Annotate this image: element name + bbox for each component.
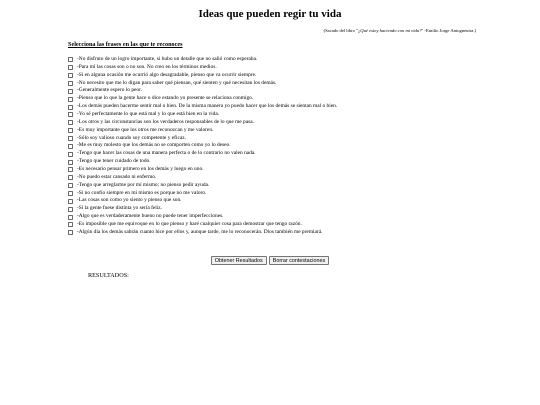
phrase-item — [68, 229, 337, 237]
phrase-text: -No puedo estar cansado ni enfermo. — [77, 173, 157, 180]
phrase-text: -No necesito que me lo digan para saber qué piensan, qué sienten y qué necesitan los demás. — [77, 79, 277, 86]
phrase-item — [68, 87, 337, 95]
phrase-text: -Los demás pueden hacerme sentir mal o bien. De la misma manera yo puedo hacer que los demás se sientan mal o bien. — [77, 103, 338, 110]
page-title: Ideas que pueden regir tu vida — [198, 8, 342, 20]
get-results-button[interactable]: Obtener Resultados — [211, 256, 267, 265]
phrase-item — [68, 135, 337, 143]
phrase-checkbox[interactable] — [68, 199, 73, 204]
phrase-text: -Generalmente espero lo peor. — [77, 87, 142, 94]
phrase-item — [68, 158, 337, 166]
source-book-title: ¿Qué estoy haciendo con mi vida? — [357, 28, 422, 33]
phrase-checkbox[interactable] — [68, 112, 73, 117]
phrase-text: -Es imposible que me equivoque en lo que pienso y haré cualquier cosa para demostrar que tengo razón. — [77, 221, 302, 228]
action-buttons — [0, 256, 540, 265]
phrase-text: -Si la gente fuese distinta yo sería feliz. — [77, 205, 163, 212]
phrase-checkbox[interactable] — [68, 160, 73, 165]
phrase-text: -Algún día los demás sabrán cuanto hice por ellos y, aunque tarde, me lo reconocerán. Dios también me premiará. — [77, 228, 323, 235]
phrase-item — [68, 72, 337, 80]
phrase-text: -Si en alguna ocasión me ocurrió algo desagradable, pienso que va ocurrir siempre. — [77, 71, 257, 78]
phrase-text: -Tengo que tener cuidado de todo. — [77, 158, 151, 165]
phrase-checkbox[interactable] — [68, 128, 73, 133]
results-label: RESULTADOS: — [88, 272, 129, 279]
phrase-item — [68, 103, 337, 111]
phrase-checkbox[interactable] — [68, 120, 73, 125]
phrase-item — [68, 174, 337, 182]
phrase-text: -Tengo que hacer las cosas de una manera perfecta o de lo contrario no valen nada. — [77, 150, 256, 157]
phrase-checkbox[interactable] — [68, 97, 73, 102]
phrase-item — [68, 150, 337, 158]
phrase-list — [68, 56, 337, 237]
phrase-text: -Me es muy molesto que los demás no se comporten como yo lo deseo. — [77, 142, 231, 149]
phrase-item — [68, 182, 337, 190]
instruction-heading: Selecciona las frases en las que te reconoces — [68, 41, 183, 48]
phrase-item — [68, 95, 337, 103]
phrase-text: -Las cosas son como yo siento y pienso que son. — [77, 197, 182, 204]
source-prefix: (Sacado del libro " — [323, 28, 358, 33]
phrase-checkbox[interactable] — [68, 183, 73, 188]
phrase-text: -Algo que es verdaderamente bueno no puede tener imperfecciones. — [77, 213, 224, 220]
phrase-item — [68, 213, 337, 221]
phrase-item — [68, 119, 337, 127]
phrase-text: -Los otros y las circunstancias son los verdaderos responsables de lo que me pasa. — [77, 118, 254, 125]
phrase-text: -Yo sé perfectamente lo que está mal y lo que está bien en la vida. — [77, 111, 220, 118]
phrase-text: -No disfruto de un logro importante, si hubo un detalle que no salió como esperaba. — [77, 56, 258, 62]
phrase-checkbox[interactable] — [68, 191, 73, 196]
phrase-text: -Pienso que lo que la gente hace o dice estando yo presente se relaciona conmigo. — [77, 95, 254, 102]
phrase-checkbox[interactable] — [68, 65, 73, 70]
phrase-checkbox[interactable] — [68, 136, 73, 141]
phrase-checkbox[interactable] — [68, 222, 73, 227]
source-citation — [324, 28, 476, 33]
source-suffix: " -Emilio Jorge Antogneutra.) — [421, 28, 476, 33]
phrase-text: -Sólo soy valioso cuando soy competente y eficaz. — [77, 134, 186, 141]
phrase-text: -Tengo que arreglarme por mí mismo; no pienso pedir ayuda. — [77, 181, 210, 188]
phrase-checkbox[interactable] — [68, 167, 73, 172]
phrase-checkbox[interactable] — [68, 152, 73, 157]
phrase-checkbox[interactable] — [68, 215, 73, 220]
phrase-item — [68, 127, 337, 135]
phrase-text: -Es muy importante que los otros me reconozcan y me valoren. — [77, 126, 214, 133]
phrase-item — [68, 221, 337, 229]
phrase-item — [68, 80, 337, 88]
phrase-item — [68, 111, 337, 119]
phrase-item — [68, 166, 337, 174]
phrase-item — [68, 64, 337, 72]
phrase-checkbox[interactable] — [68, 73, 73, 78]
phrase-checkbox[interactable] — [68, 57, 73, 62]
phrase-item — [68, 190, 337, 198]
phrase-text: -Si no confío siempre en mí mismo es porque no me valoro. — [77, 189, 207, 196]
phrase-checkbox[interactable] — [68, 81, 73, 86]
phrase-checkbox[interactable] — [68, 175, 73, 180]
phrase-checkbox[interactable] — [68, 207, 73, 212]
phrase-checkbox[interactable] — [68, 105, 73, 110]
phrase-checkbox[interactable] — [68, 89, 73, 94]
clear-answers-button[interactable]: Borrar contestaciones — [269, 256, 329, 265]
phrase-item — [68, 56, 337, 64]
phrase-checkbox[interactable] — [68, 144, 73, 149]
phrase-text: -Es necesario pensar primero en los demás y luego en uno. — [77, 166, 204, 173]
phrase-checkbox[interactable] — [68, 230, 73, 235]
phrase-item — [68, 205, 337, 213]
phrase-text: -Para mí las cosas son o no son. No creo en los términos medios. — [77, 63, 217, 70]
